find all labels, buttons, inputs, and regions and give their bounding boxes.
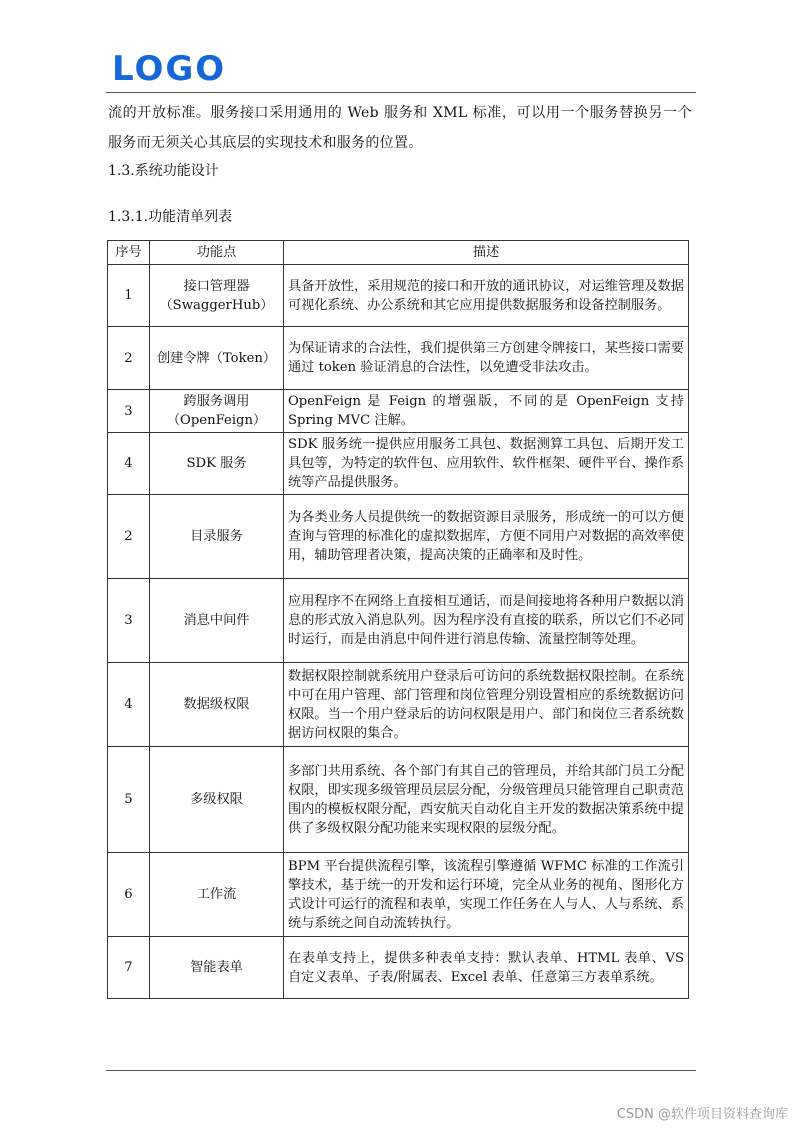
row-function: SDK 服务: [150, 433, 284, 495]
intro-paragraph: 流的开放标准。服务接口采用通用的 Web 服务和 XML 标准，可以用一个服务替换另一个服务而无须关心其底层的实现技术和服务的位置。: [108, 105, 692, 151]
row-description: 为保证请求的合法性，我们提供第三方创建令牌接口，某些接口需要通过 token 验证消息的合法性，以免遭受非法攻击。: [284, 327, 689, 390]
row-no: 4: [108, 663, 150, 747]
row-no: 5: [108, 747, 150, 853]
footer-divider: [106, 1070, 696, 1071]
row-description: 具备开放性，采用规范的接口和开放的通讯协议，对运维管理及数据可视化系统、办公系统和其它应用提供数据服务和设备控制服务。: [284, 265, 689, 327]
row-function: 数据级权限: [150, 663, 284, 747]
subsection-heading: 1.3.1.功能清单列表: [108, 209, 233, 225]
row-description: 应用程序不在网络上直接相互通话，而是间接地将各种用户数据以消息的形式放入消息队列。因为程序没有直接的联系，所以它们不必同时运行，而是由消息中间件进行消息传输、流量控制等处理。: [284, 579, 689, 663]
row-no: 6: [108, 853, 150, 937]
table-row: [108, 433, 689, 495]
row-description: 数据权限控制就系统用户登录后可访问的系统数据权限控制。在系统中可在用户管理、部门管理和岗位管理分别设置相应的系统数据访问权限。当一个用户登录后的访问权限是用户、部门和岗位三者系统数据访问权限的集合。: [284, 663, 689, 747]
row-function: 工作流: [150, 853, 284, 937]
row-function: 多级权限: [150, 747, 284, 853]
table-row: [108, 495, 689, 579]
table-row: [108, 390, 689, 433]
table-header-row: [108, 241, 689, 265]
row-description: 多部门共用系统、各个部门有其自己的管理员，并给其部门员工分配权限，即实现多级管理员层层分配，分级管理员只能管理自己职责范围内的模板权限分配，西安航天自动化自主开发的数据决策系统中提供了多级权限分配功能来实现权限的层级分配。: [284, 747, 689, 853]
row-description: 在表单支持上，提供多种表单支持：默认表单、HTML 表单、VS 自定义表单、子表/附属表、Excel 表单、任意第三方表单系统。: [284, 937, 689, 999]
logo: LOGO: [112, 49, 227, 89]
row-no: 1: [108, 265, 150, 327]
row-function: 跨服务调用（OpenFeign）: [150, 390, 284, 433]
table-row: [108, 853, 689, 937]
watermark: CSDN @软件项目资料查询库: [616, 1107, 788, 1122]
row-function: 智能表单: [150, 937, 284, 999]
table-row: [108, 265, 689, 327]
table-row: [108, 663, 689, 747]
row-no: 2: [108, 327, 150, 390]
row-no: 4: [108, 433, 150, 495]
row-no: 3: [108, 579, 150, 663]
table-row: [108, 747, 689, 853]
table-row: [108, 937, 689, 999]
header-no: 序号: [108, 241, 150, 265]
row-no: 7: [108, 937, 150, 999]
row-description: OpenFeign 是 Feign 的增强版，不同的是 OpenFeign 支持 Spring MVC 注解。: [284, 390, 689, 433]
row-description: 为各类业务人员提供统一的数据资源目录服务，形成统一的可以方便查询与管理的标准化的虚拟数据库，方便不同用户对数据的高效率使用，辅助管理者决策，提高决策的正确率和及时性。: [284, 495, 689, 579]
header-function: 功能点: [150, 241, 284, 265]
row-function: 目录服务: [150, 495, 284, 579]
section-heading: 1.3.系统功能设计: [108, 163, 219, 179]
header-description: 描述: [284, 241, 689, 265]
row-no: 2: [108, 495, 150, 579]
table-row: [108, 579, 689, 663]
row-function: 接口管理器（SwaggerHub）: [150, 265, 284, 327]
row-description: BPM 平台提供流程引擎，该流程引擎遵循 WFMC 标准的工作流引擎技术，基于统一的开发和运行环境，完全从业务的视角、图形化方式设计可运行的流程和表单，实现工作任务在人与人、人与系统、系统与系统之间自动流转执行。: [284, 853, 689, 937]
table-row: [108, 327, 689, 390]
row-no: 3: [108, 390, 150, 433]
row-function: 创建令牌（Token）: [150, 327, 284, 390]
row-function: 消息中间件: [150, 579, 284, 663]
function-list-table: [107, 240, 689, 999]
header-divider: [106, 92, 696, 93]
row-description: SDK 服务统一提供应用服务工具包、数据测算工具包、后期开发工具包等，为特定的软件包、应用软件、软件框架、硬件平台、操作系统等产品提供服务。: [284, 433, 689, 495]
